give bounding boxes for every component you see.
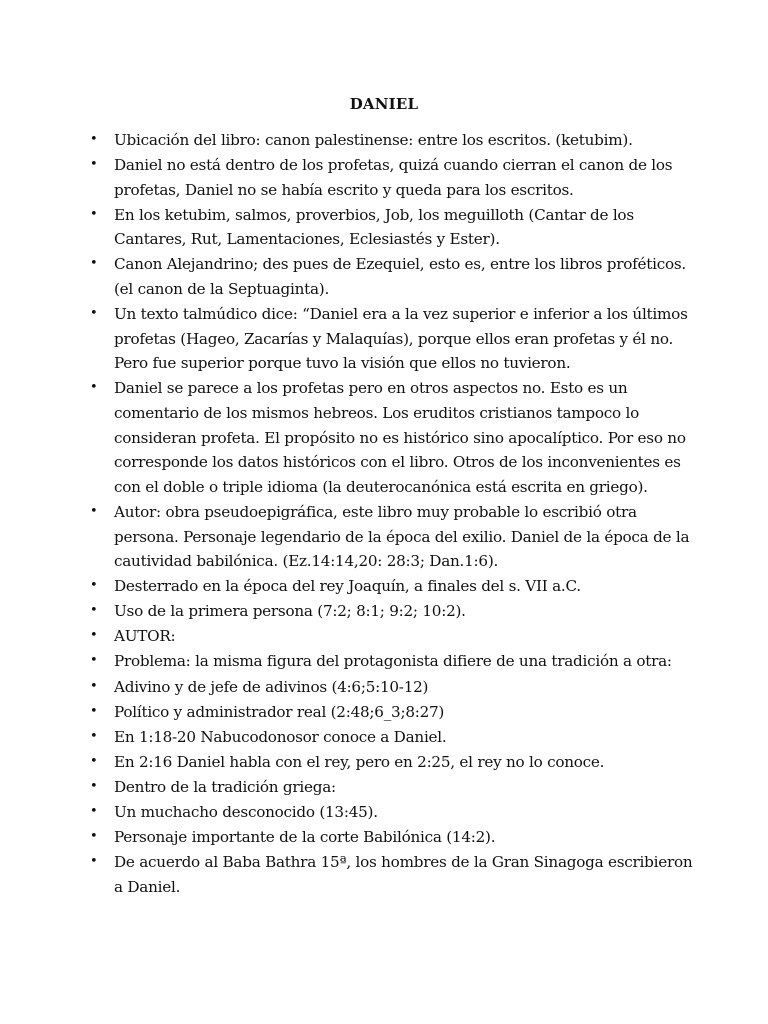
- list-item: [90, 675, 700, 700]
- bullet-icon: •: [90, 503, 98, 519]
- list-item: [90, 128, 700, 153]
- list-item-text: En los ketubim, salmos, proverbios, Job, los meguilloth (Cantar de los Cantares, Rut, Lamentaciones, Eclesiastés y Ester).: [114, 205, 634, 249]
- bullet-icon: •: [90, 628, 98, 644]
- list-item-text: En 1:18-20 Nabucodonosor conoce a Daniel.: [114, 727, 447, 746]
- bullet-icon: •: [90, 703, 98, 719]
- list-item-text: AUTOR:: [114, 627, 176, 646]
- list-item: [90, 574, 700, 599]
- bullet-icon: •: [90, 603, 98, 619]
- document-title: DANIEL: [349, 95, 419, 113]
- list-item-text: Político y administrador real (2:48;6_3;8:27): [114, 702, 445, 721]
- list-item-text: Un muchacho desconocido (13:45).: [114, 803, 378, 822]
- bullet-icon: •: [90, 653, 98, 669]
- list-item-text: Autor: obra pseudoepigráfica, este libro muy probable lo escribió otra persona. Personaje legendario de la época del exilio. Daniel de la época de la cautividad babilónica. (Ez.14:14,20: 28:3; Dan.1:6).: [114, 502, 690, 571]
- list-item: [90, 725, 700, 750]
- list-item-text: Daniel no está dentro de los profetas, quizá cuando cierran el canon de los profetas, Daniel no se había escrito y queda para los escritos.: [114, 156, 673, 199]
- list-item-text: En 2:16 Daniel habla con el rey, pero en 2:25, el rey no lo conoce.: [114, 752, 605, 771]
- list-item: [90, 700, 700, 725]
- list-item-text: De acuerdo al Baba Bathra 15ª, los hombres de la Gran Sinagoga escribieron a Daniel.: [114, 853, 693, 896]
- list-item: [90, 599, 700, 624]
- list-item: [90, 500, 700, 574]
- list-item-text: Ubicación del libro: canon palestinense: entre los escritos. (ketubim).: [114, 131, 633, 149]
- bullet-icon: •: [90, 829, 98, 845]
- list-item-text: Canon Alejandrino; des pues de Ezequiel, esto es, entre los libros proféticos. (el canon de la Septuaginta).: [114, 255, 686, 299]
- bullet-icon: •: [90, 753, 98, 769]
- list-item-text: Adivino y de jefe de adivinos (4:6;5:10-12): [114, 677, 429, 696]
- list-item-text: Un texto talmúdico dice: “Daniel era a la vez superior e inferior a los últimos profetas (Hageo, Zacarías y Malaquías), porque ellos eran profetas y él no. Pero fue superior porque tuvo la visión que ellos no tuvieron.: [114, 305, 688, 373]
- bullet-list: [90, 128, 700, 900]
- bullet-icon: •: [90, 132, 98, 147]
- bullet-icon: •: [90, 804, 98, 820]
- list-item: [90, 302, 700, 376]
- bullet-icon: •: [90, 256, 98, 272]
- list-item-text: Personaje importante de la corte Babilónica (14:2).: [114, 828, 496, 847]
- list-item-text: Problema: la misma figura del protagonista difiere de una tradición a otra:: [114, 652, 672, 671]
- list-item: [90, 850, 700, 899]
- bullet-icon: •: [90, 578, 98, 594]
- list-item: [90, 376, 700, 499]
- list-item-text: Uso de la primera persona (7:2; 8:1; 9:2; 10:2).: [114, 602, 466, 621]
- list-item: [90, 203, 700, 252]
- bullet-icon: •: [90, 728, 98, 744]
- list-item-text: Dentro de la tradición griega:: [114, 777, 336, 796]
- list-item: [90, 624, 700, 649]
- bullet-icon: •: [90, 306, 98, 322]
- bullet-icon: •: [90, 854, 98, 870]
- list-item: [90, 775, 700, 800]
- bullet-icon: •: [90, 778, 98, 794]
- list-item: [90, 800, 700, 825]
- list-item: [90, 750, 700, 775]
- bullet-icon: •: [90, 380, 98, 396]
- list-item: [90, 825, 700, 850]
- list-item-text: Daniel se parece a los profetas pero en otros aspectos no. Esto es un comentario de los mismos hebreos. Los eruditos cristianos tampoco lo consideran profeta. El propósito no es histórico sino apocalíptico. Por eso no corresponde los datos históricos con el libro. Otros de los inconvenientes es con el doble o triple idioma (la deuterocanónica está escrita en griego).: [114, 379, 686, 496]
- bullet-icon: •: [90, 678, 98, 694]
- list-item-text: Desterrado en la época del rey Joaquín, a finales del s. VII a.C.: [114, 577, 581, 596]
- list-item: [90, 252, 700, 301]
- bullet-icon: •: [90, 206, 98, 222]
- list-item: [90, 649, 700, 674]
- bullet-icon: •: [90, 157, 98, 173]
- list-item: [90, 153, 700, 202]
